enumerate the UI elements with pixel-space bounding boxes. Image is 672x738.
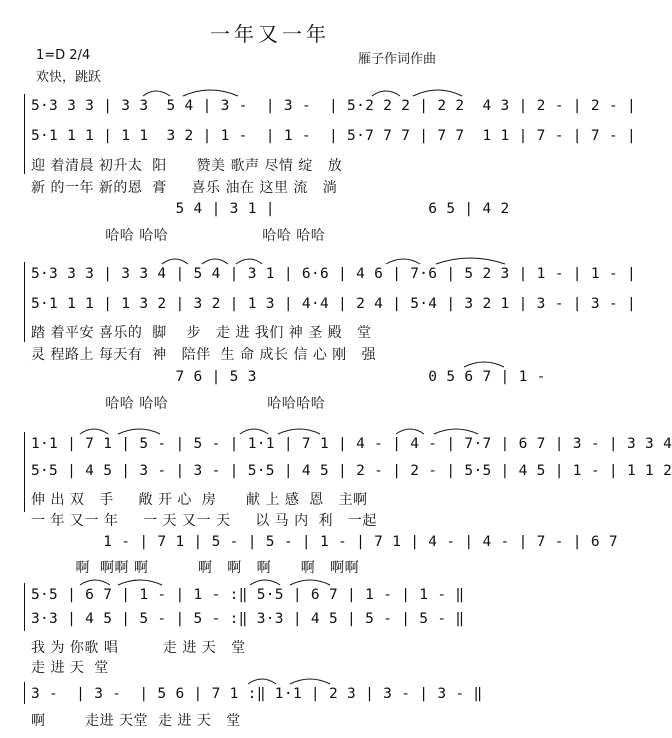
notation-line: 1·1 | 7 1 | 5 - | 5 - | 1·1 | 7 1 | 4 - | 4 - | 7·7 | 6 7 | 3 - | 3 3 4 [31, 436, 672, 452]
lyric-line: 啊 走进 天堂 走 进 天 堂 [31, 713, 241, 729]
notation-line: 5·1 1 1 | 1 3 2 | 3 2 | 1 3 | 4·4 | 2 4 | 5·4 | 3 2 1 | 3 - | 3 - | [31, 296, 636, 312]
lyric-line: 伸 出 双 手 敞 开 心 房 献 上 感 恩 主啊 [31, 492, 368, 508]
slur [278, 429, 320, 434]
key-signature: 1=D 2/4 [36, 48, 91, 63]
slur [436, 258, 505, 264]
slur [143, 91, 170, 96]
credit: 雁子作词作曲 [358, 52, 437, 67]
lyric-line: 哈哈 哈哈 哈哈哈哈 [31, 396, 326, 412]
lyric-line: 啊 啊啊 啊 啊 啊 啊 啊 啊啊 [31, 560, 360, 576]
slur [290, 580, 330, 585]
lyric-line: 走 进 天 堂 [31, 660, 109, 676]
lyric-line: 新 的一年 新的恩 膏 喜乐 油在 这里 流 淌 [31, 180, 338, 196]
slur [80, 429, 108, 434]
slur [434, 429, 478, 434]
slur [240, 429, 268, 434]
notation-line: 1 - | 7 1 | 5 - | 5 - | 1 - | 7 1 | 4 - | 4 - | 7 - | 6 7 [31, 534, 618, 550]
notation-line: 5·1 1 1 | 1 1 3 2 | 1 - | 1 - | 5·7 7 7 | 7 7 1 1 | 7 - | 7 - | [31, 128, 636, 144]
lyric-line: 踏 着平安 喜乐的 脚 步 走 进 我们 神 圣 殿 堂 [31, 325, 372, 341]
slur [464, 362, 504, 367]
slur [250, 580, 280, 585]
lyric-line: 一 年 又一 年 一 天 又一 天 以 马 内 利 一起 [31, 513, 377, 529]
slur [236, 259, 262, 264]
slur [202, 259, 228, 264]
lyric-line: 哈哈 哈哈 哈哈 哈哈 [31, 228, 326, 244]
slur [118, 580, 162, 585]
notation-line: 7 6 | 5 3 0 5 6 7 | 1 - [31, 369, 546, 385]
tempo-marking: 欢快，跳跃 [36, 70, 102, 85]
slur [290, 679, 330, 684]
lyric-line: 迎 着清晨 初升太 阳 赞美 歌声 尽情 绽 放 [31, 158, 343, 174]
slur [396, 429, 424, 434]
notation-line: 3·3 | 4 5 | 5 - | 5 - :‖ 3·3 | 4 5 | 5 - | 5 - ‖ [31, 611, 465, 627]
slur [118, 429, 160, 434]
slur [248, 679, 276, 684]
notation-line: 3 - | 3 - | 5 6 | 7 1 :‖ 1·1 | 2 3 | 3 - | 3 - ‖ [31, 686, 483, 702]
slur [80, 580, 110, 585]
lyric-line: 灵 程路上 每天有 神 陪伴 生 命 成长 信 心 刚 强 [31, 347, 377, 363]
notation-line: 5 4 | 3 1 | 6 5 | 4 2 [31, 201, 510, 217]
song-title: 一年又一年 [210, 22, 330, 46]
notation-line: 5·3 3 3 | 3 3 4 | 5 4 | 3 1 | 6·6 | 4 6 | 7·6 | 5 2 3 | 1 - | 1 - | [31, 266, 636, 282]
slur [183, 90, 238, 96]
slur [413, 90, 462, 96]
notation-line: 5·3 3 3 | 3 3 5 4 | 3 - | 3 - | 5·2 2 2 | 2 2 4 3 | 2 - | 2 - | [31, 98, 636, 114]
lyric-line: 我 为 你歌 唱 走 进 天 堂 [31, 640, 246, 656]
slur [386, 259, 420, 264]
slur [162, 259, 188, 264]
notation-line: 5·5 | 6 7 | 1 - | 1 - :‖ 5·5 | 6 7 | 1 - | 1 - ‖ [31, 587, 465, 603]
slur [372, 91, 400, 96]
notation-line: 5·5 | 4 5 | 3 - | 3 - | 5·5 | 4 5 | 2 - | 2 - | 5·5 | 4 5 | 1 - | 1 1 2 [31, 463, 672, 479]
